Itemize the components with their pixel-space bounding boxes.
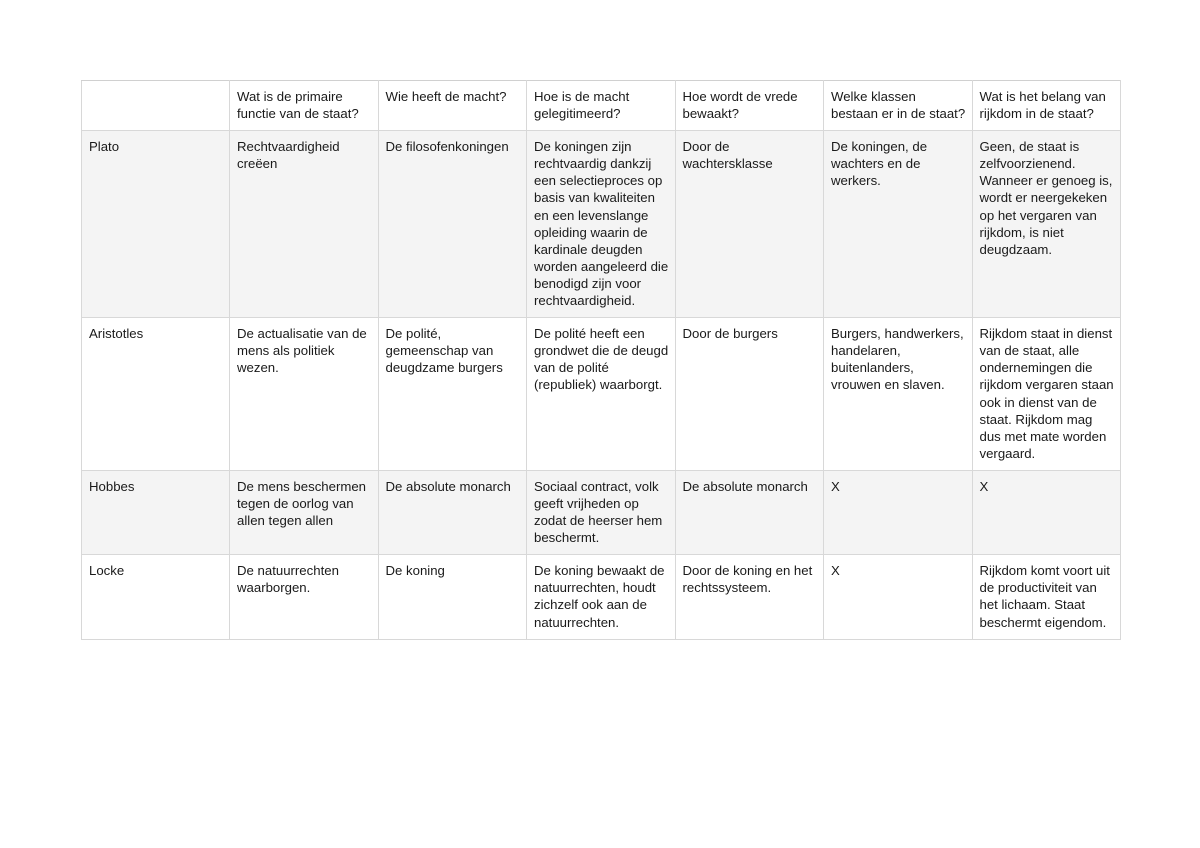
header-cell-function: Wat is de primaire functie van de staat?	[230, 81, 379, 131]
table-cell: De absolute monarch	[378, 470, 527, 554]
comparison-table	[81, 80, 1121, 640]
table-row-plato	[82, 131, 1121, 318]
table-cell: De koningen, de wachters en de werkers.	[824, 131, 973, 318]
table-cell: Rijkdom staat in dienst van de staat, alle ondernemingen die rijkdom vergaren staan ook in dienst van de staat. Rijkdom mag dus met mate worden vergaard.	[972, 318, 1121, 471]
table-cell: De polité heeft een grondwet die de deugd van de polité (republiek) waarborgt.	[527, 318, 676, 471]
table-cell: X	[824, 470, 973, 554]
table-cell: De natuurrechten waarborgen.	[230, 555, 379, 639]
header-row	[82, 81, 1121, 131]
table-cell: Door de burgers	[675, 318, 824, 471]
header-cell-corner	[82, 81, 230, 131]
table-cell: Rijkdom komt voort uit de productiviteit van het lichaam. Staat beschermt eigendom.	[972, 555, 1121, 639]
header-cell-classes: Welke klassen bestaan er in de staat?	[824, 81, 973, 131]
row-label: Hobbes	[82, 470, 230, 554]
table-cell: Door de koning en het rechtssysteem.	[675, 555, 824, 639]
table-row-hobbes	[82, 470, 1121, 554]
table-cell: X	[824, 555, 973, 639]
table-cell: Geen, de staat is zelfvoorzienend. Wanneer er genoeg is, wordt er neergekeken op het vergaren van rijkdom, is niet deugdzaam.	[972, 131, 1121, 318]
table-cell: De absolute monarch	[675, 470, 824, 554]
table-row-aristotles	[82, 318, 1121, 471]
table-cell: De mens beschermen tegen de oorlog van allen tegen allen	[230, 470, 379, 554]
table-cell: De filosofenkoningen	[378, 131, 527, 318]
table-cell: Door de wachtersklasse	[675, 131, 824, 318]
header-cell-peace: Hoe wordt de vrede bewaakt?	[675, 81, 824, 131]
row-label: Plato	[82, 131, 230, 318]
header-cell-wealth: Wat is het belang van rijkdom in de staat?	[972, 81, 1121, 131]
table-cell: X	[972, 470, 1121, 554]
row-label: Locke	[82, 555, 230, 639]
table-cell: De actualisatie van de mens als politiek wezen.	[230, 318, 379, 471]
header-cell-power: Wie heeft de macht?	[378, 81, 527, 131]
table-cell: Rechtvaardigheid creëen	[230, 131, 379, 318]
table-cell: De koning	[378, 555, 527, 639]
table-cell: De polité, gemeenschap van deugdzame burgers	[378, 318, 527, 471]
table-cell: De koningen zijn rechtvaardig dankzij een selectieproces op basis van kwaliteiten en een levenslange opleiding waarin de kardinale deugden worden aangeleerd die benodigd zijn voor rechtvaardigheid.	[527, 131, 676, 318]
header-cell-legitimacy: Hoe is de macht gelegitimeerd?	[527, 81, 676, 131]
table-cell: Sociaal contract, volk geeft vrijheden op zodat de heerser hem beschermt.	[527, 470, 676, 554]
table-cell: Burgers, handwerkers, handelaren, buitenlanders, vrouwen en slaven.	[824, 318, 973, 471]
row-label: Aristotles	[82, 318, 230, 471]
table-cell: De koning bewaakt de natuurrechten, houdt zichzelf ook aan de natuurrechten.	[527, 555, 676, 639]
table-row-locke	[82, 555, 1121, 639]
